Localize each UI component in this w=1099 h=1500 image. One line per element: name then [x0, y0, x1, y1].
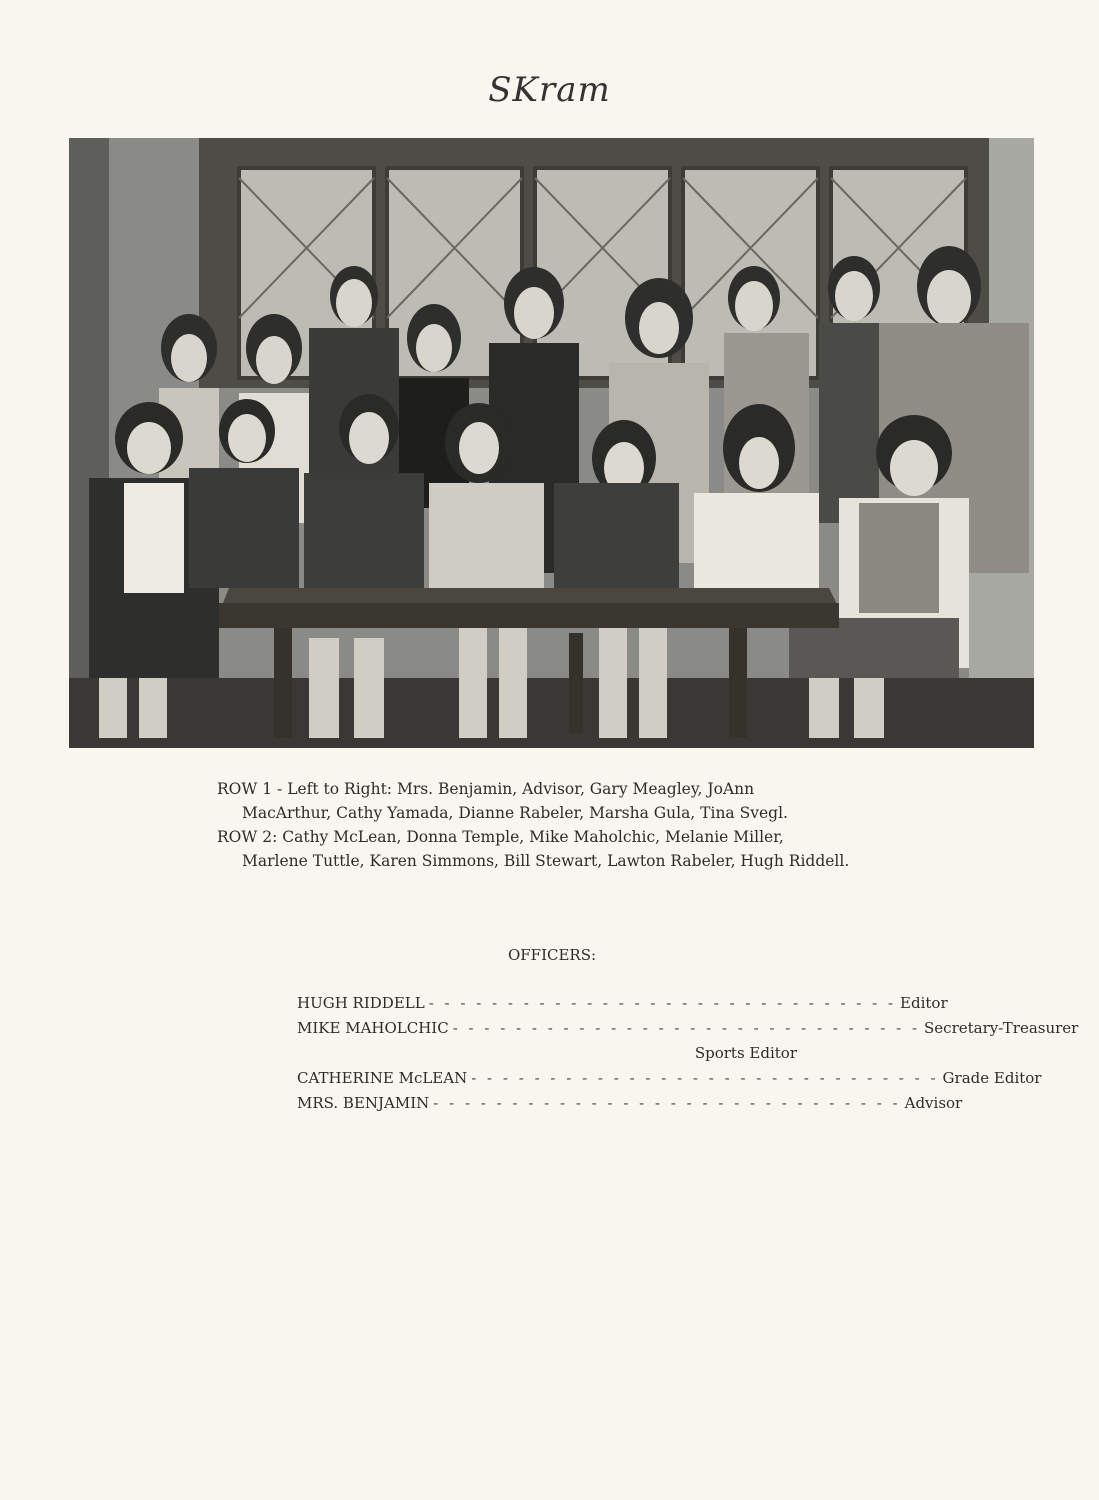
caption-row1-line2: MacArthur, Cathy Yamada, Dianne Rabeler, Marsha Gula, Tina Svegl. [242, 804, 788, 822]
officer-role: Secretary-Treasurer [924, 1019, 1079, 1037]
officer-role: Sports Editor [694, 1044, 797, 1062]
officer-name: HUGH RIDDELL [297, 994, 425, 1012]
leader-dashes: - - - - - - - - - - - - - - - - - - - - - - - - - - - - - - [433, 1094, 901, 1112]
officer-row [297, 1016, 1079, 1041]
leader-dashes: - - - - - - - - - - - - - - - - - - - - - - - - - - - - - - [452, 1019, 921, 1037]
photo-caption [217, 777, 917, 873]
officer-role: Editor [900, 994, 948, 1012]
officer-name: MRS. BENJAMIN [297, 1094, 430, 1112]
officer-name: CATHERINE McLEAN [297, 1069, 468, 1087]
officer-row [297, 1041, 797, 1066]
page-title: SKram [488, 70, 611, 110]
caption-row1-line1: ROW 1 - Left to Right: Mrs. Benjamin, Advisor, Gary Meagley, JoAnn [217, 780, 755, 798]
officer-role: Grade Editor [942, 1069, 1042, 1087]
officer-row [297, 991, 948, 1016]
leader-dashes: - - - - - - - - - - - - - - - - - - - - - - - - - - - - - - [471, 1069, 939, 1087]
group-photo-image [69, 138, 1034, 748]
officers-heading: OFFICERS: [507, 946, 597, 964]
leader-dashes: - - - - - - - - - - - - - - - - - - - - - - - - - - - - - - [428, 994, 897, 1012]
caption-row2-line1: ROW 2: Cathy McLean, Donna Temple, Mike Maholchic, Melanie Miller, [217, 828, 784, 846]
officer-row [297, 1066, 1042, 1091]
officer-role: Advisor [904, 1094, 963, 1112]
group-photo [69, 138, 1034, 748]
caption-row2-line2: Marlene Tuttle, Karen Simmons, Bill Stewart, Lawton Rabeler, Hugh Riddell. [242, 852, 850, 870]
officer-row [297, 1091, 963, 1116]
officers-list [297, 991, 1079, 1116]
officer-name: MIKE MAHOLCHIC [297, 1019, 449, 1037]
